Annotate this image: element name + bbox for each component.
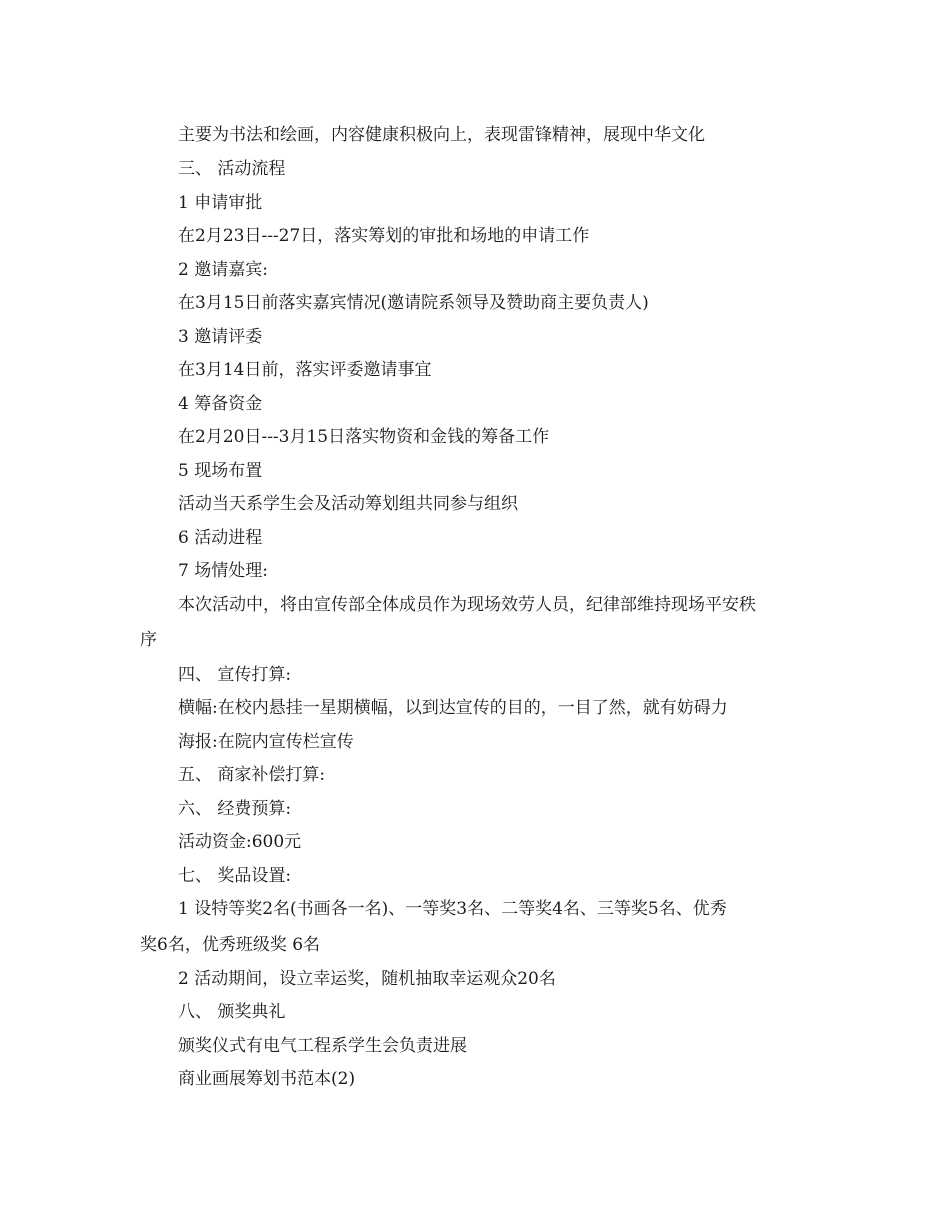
text-line-poster: 海报:在院内宣传栏宣传 [178,732,354,752]
step-heading-prepare-funds: 4 筹备资金 [178,394,263,414]
step-heading-apply-approval: 1 申请审批 [178,193,263,213]
text-line-ceremony-organizer: 颁奖仪式有电气工程系学生会负责进展 [178,1036,467,1056]
text-line-funds-date: 在2月20日---3月15日落实物资和金钱的筹备工作 [178,427,550,447]
section-heading-award-ceremony: 八、 颁奖典礼 [178,1002,286,1022]
step-heading-invite-judges: 3 邀请评委 [178,327,263,347]
step-heading-situation-handling: 7 场情处理: [178,561,268,581]
text-line-guests-date: 在3月15日前落实嘉宾情况(邀请院系领导及赞助商主要负责人) [178,293,649,313]
text-line-lucky-prize: 2 活动期间，设立幸运奖，随机抽取幸运观众20名 [178,969,556,989]
section-heading-sponsor-compensation: 五、 商家补偿打算: [178,765,326,785]
text-line-budget-amount: 活动资金:600元 [178,832,302,852]
section-heading-activity-process: 三、 活动流程 [178,159,286,179]
step-heading-invite-guests: 2 邀请嘉宾: [178,260,268,280]
step-heading-venue-setup: 5 现场布置 [178,461,263,481]
text-line-staffing: 本次活动中，将由宣传部全体成员作为现场效劳人员，纪律部维持现场平安秩 [178,595,756,615]
section-heading-prize-settings: 七、 奖品设置: [178,866,292,886]
text-line-intro: 主要为书法和绘画，内容健康积极向上，表现雷锋精神，展现中华文化 [178,125,705,145]
text-line-judges-date: 在3月14日前，落实评委邀请事宜 [178,360,432,380]
text-line-approval-date: 在2月23日---27日，落实筹划的审批和场地的申请工作 [178,226,590,246]
section-heading-budget: 六、 经费预算: [178,799,292,819]
text-line-staffing-continued: 序 [140,630,157,650]
step-heading-activity-progress: 6 活动进程 [178,528,263,548]
section-heading-publicity-plan: 四、 宣传打算: [178,665,292,685]
text-line-banner: 横幅:在校内悬挂一星期横幅，以到达宣传的目的，一目了然，就有妨碍力 [178,698,728,718]
text-line-venue-setup: 活动当天系学生会及活动筹划组共同参与组织 [178,494,518,514]
text-line-prize-list-continued: 奖6名，优秀班级奖 6名 [140,935,321,955]
text-line-prize-list: 1 设特等奖2名(书画各一名)、一等奖3名、二等奖4名、三等奖5名、优秀 [178,899,727,919]
document-subtitle: 商业画展筹划书范本(2) [178,1069,356,1089]
